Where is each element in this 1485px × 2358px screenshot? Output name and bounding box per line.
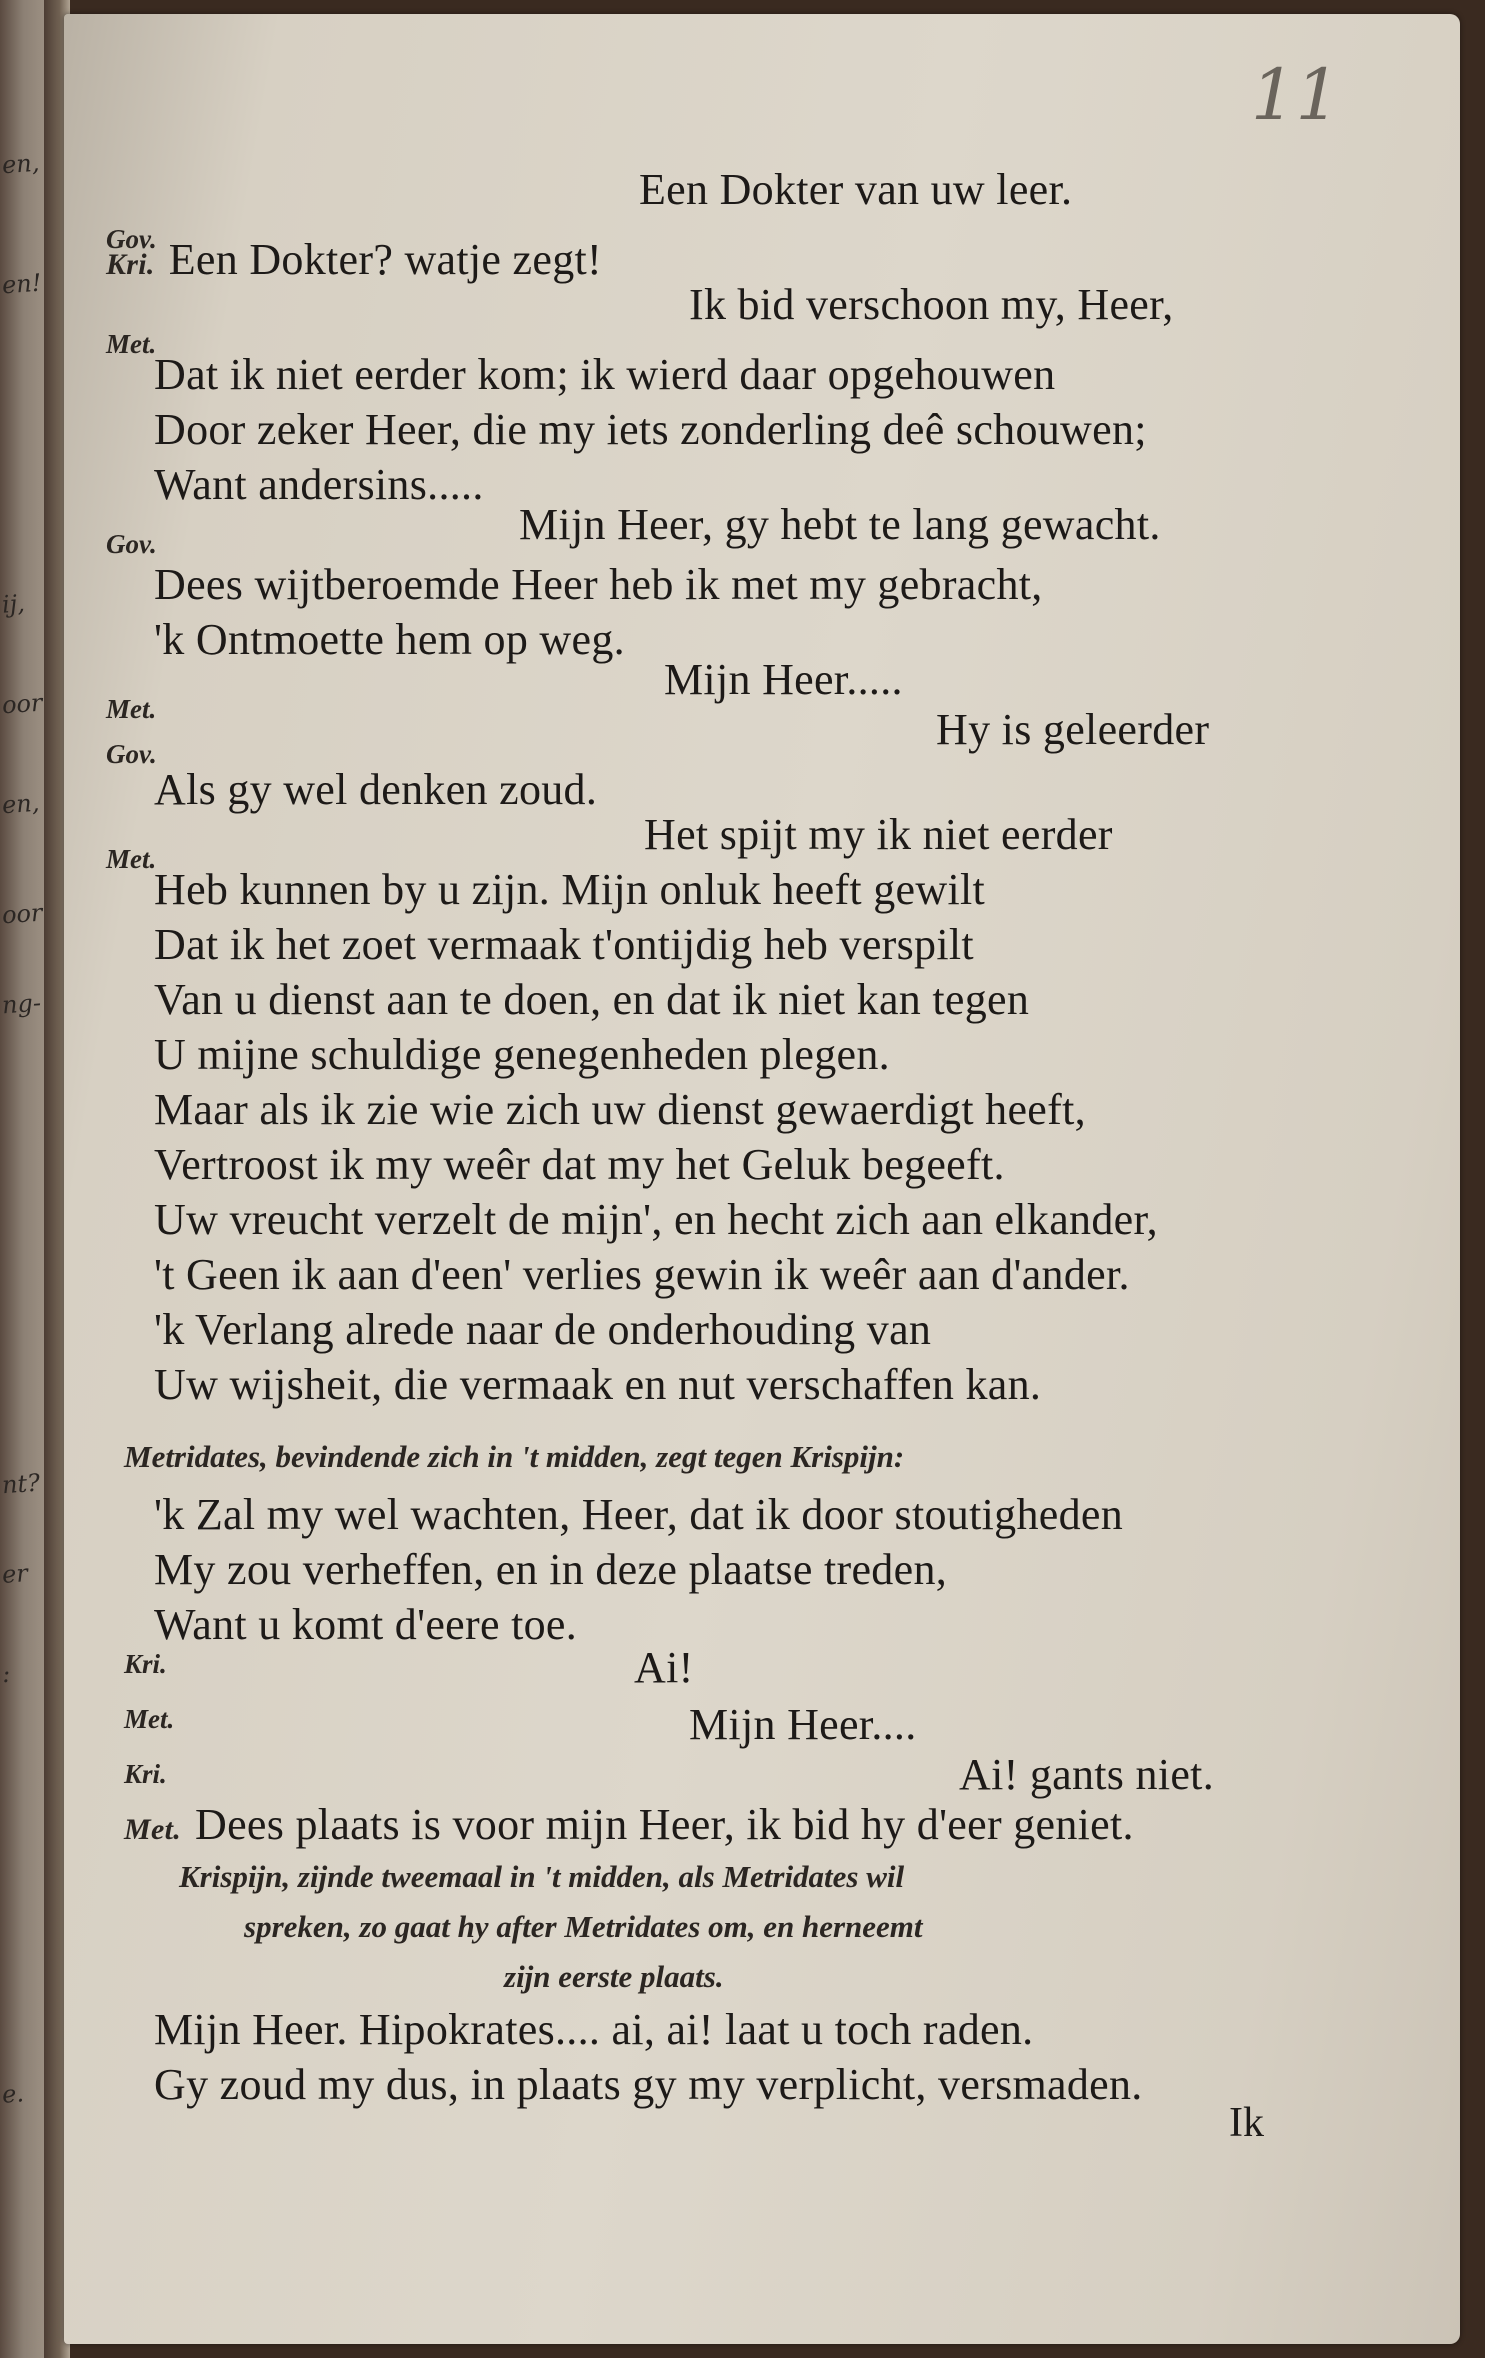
left-fragment: oor [1,898,44,930]
speaker-label: Gov. [106,739,157,769]
stage-direction: Metridates, bevindende zich in 't midden, zegt tegen Krispijn: [124,1439,905,1474]
verse-line: Van u dienst aan te doen, en dat ik niet kan tegen [154,975,1030,1024]
speaker-label: Met. [106,694,157,724]
speaker-label: Gov. [106,224,157,254]
left-fragment: oor [1,688,44,720]
verse-line: Dat ik niet eerder kom; ik wierd daar opgehouwen [154,350,1056,399]
speaker-label: Gov. [106,529,157,559]
verse-line: 'k Ontmoette hem op weg. [154,615,625,664]
speaker-label: Kri. [124,1649,167,1679]
verse-line: Gy zoud my dus, in plaats gy my verplicht, versmaden. [154,2060,1143,2109]
verse-line: Dat ik het zoet vermaak t'ontijdig heb verspilt [154,920,974,969]
left-fragment: nt? [1,1468,41,1500]
speaker-label: Kri. [124,1759,167,1789]
book-page [64,14,1460,2344]
speaker-label: Met. [106,329,157,359]
left-fragment: ij, [1,589,26,619]
stage-direction: spreken, zo gaat hy after Metridates om, en herneemt [244,1909,923,1944]
verse-line: Mijn Heer.... [689,1700,917,1749]
left-fragment: en, [1,788,41,820]
verse-line: Mijn Heer. Hipokrates.... ai, ai! laat u toch raden. [154,2005,1034,2054]
left-fragment: en, [1,148,41,180]
stage-direction: zijn eerste plaats. [504,1959,724,1994]
stage-direction: Krispijn, zijnde tweemaal in 't midden, als Metridates wil [179,1859,905,1894]
verse-line: 'k Zal my wel wachten, Heer, dat ik door stoutigheden [154,1490,1124,1539]
verse-line: U mijne schuldige genegenheden plegen. [154,1030,890,1079]
verse-line: Want andersins..... [154,460,484,509]
left-fragment: er [1,1559,29,1589]
verse-line [124,1799,1134,1850]
verse-line: Uw wijsheit, die vermaak en nut verschaffen kan. [154,1360,1042,1409]
catchword: Ik [1229,2100,1264,2146]
verse-line: Uw vreucht verzelt de mijn', en hecht zich aan elkander, [154,1195,1158,1244]
verse-line: Hy is geleerder [936,705,1210,754]
speaker-label: Kri. [106,248,155,281]
verse-text: Een Dokter? watje zegt! [168,235,602,284]
verse-line: Ik bid verschoon my, Heer, [689,280,1174,329]
verse-line [106,234,602,285]
left-fragment: en! [1,268,43,300]
verse-line: Ai! [634,1643,694,1692]
speaker-label: Met. [124,1813,182,1846]
verse-line: 't Geen ik aan d'een' verlies gewin ik weêr aan d'ander. [154,1250,1130,1299]
left-fragment: ng- [1,988,42,1020]
verse-line: Maar als ik zie wie zich uw dienst gewaerdigt heeft, [154,1085,1086,1134]
verse-line: Een Dokter van uw leer. [639,165,1073,214]
verse-line: Ai! gants niet. [959,1750,1215,1799]
speaker-label: Met. [124,1704,175,1734]
speaker-label: Met. [106,844,157,874]
verse-line: Mijn Heer, gy hebt te lang gewacht. [519,500,1161,549]
left-fragment: e. [1,2079,25,2109]
verse-line: Mijn Heer..... [664,655,903,704]
verse-line: Vertroost ik my weêr dat my het Geluk begeeft. [154,1140,1005,1189]
left-fragment: : [1,1659,12,1689]
verse-line: Als gy wel denken zoud. [154,765,598,814]
page-number: 11 [1250,54,1340,136]
verse-line: Door zeker Heer, die my iets zonderling deê schouwen; [154,405,1147,454]
verse-text: Dees plaats is voor mijn Heer, ik bid hy d'eer geniet. [195,1800,1134,1849]
verse-line: 'k Verlang alrede naar de onderhouding van [154,1305,932,1354]
verse-line: My zou verheffen, en in deze plaatse treden, [154,1545,948,1594]
verse-line: Want u komt d'eere toe. [154,1600,578,1649]
verse-line: Heb kunnen by u zijn. Mijn onluk heeft gewilt [154,865,986,914]
verse-line: Dees wijtberoemde Heer heb ik met my gebracht, [154,560,1043,609]
verse-line: Het spijt my ik niet eerder [644,810,1113,859]
